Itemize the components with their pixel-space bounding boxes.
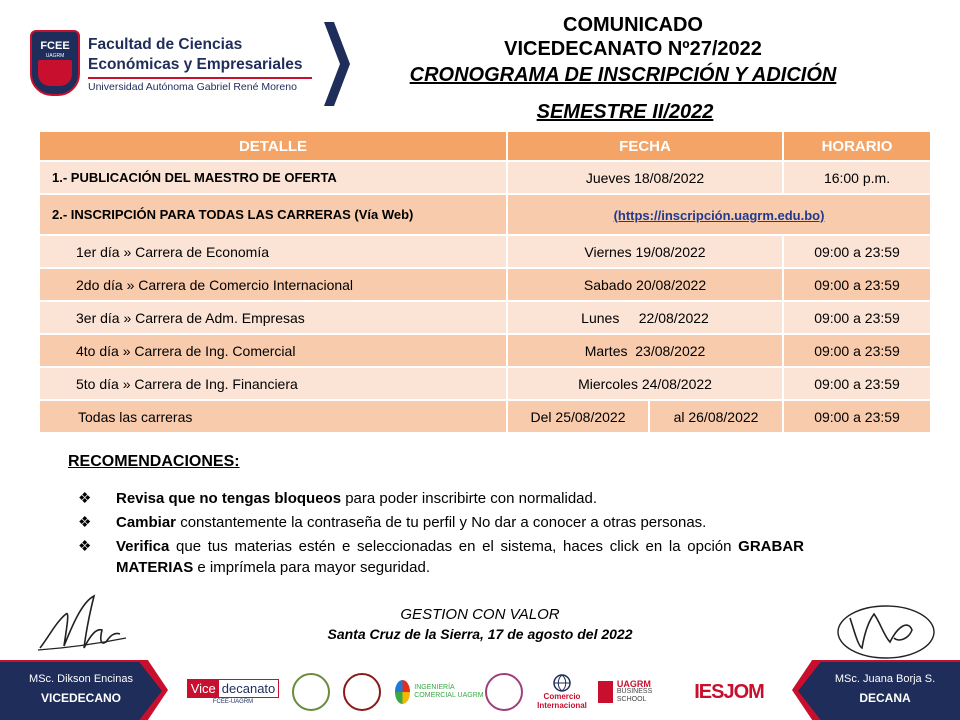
- logo-acronym-sub: UAGRM: [45, 53, 65, 59]
- recommendations-list: [78, 488, 804, 581]
- list-item: ❖ Cambiar constantemente la contraseña de tu perfil y No dar a conocer a otras personas.: [78, 514, 707, 531]
- signature-left: [36, 592, 136, 656]
- diamond-bullet-icon: ❖: [78, 490, 92, 507]
- logo-acronym: FCEE: [40, 40, 70, 52]
- row-date: Miercoles 24/08/2022: [507, 367, 783, 400]
- row-date: Jueves 18/08/2022: [507, 161, 783, 194]
- row-date: Martes 23/08/2022: [507, 334, 783, 367]
- decana-name: MSc. Juana Borja S.: [834, 673, 936, 685]
- circle-emblem-icon: [292, 673, 330, 711]
- emblem-logo-3: [482, 672, 526, 712]
- row-time: 09:00 a 23:59: [783, 268, 931, 301]
- table-header-row: [39, 131, 931, 161]
- ing-comercial-icon: [395, 680, 410, 704]
- emblem-logo-1: [290, 672, 332, 712]
- faculty-logo: [26, 28, 326, 108]
- row-date: Viernes 19/08/2022: [507, 235, 783, 268]
- iesjom-logo: IESJOM: [694, 681, 764, 703]
- title-vicedecanato: VICEDECANATO Nº27/2022: [504, 38, 762, 60]
- logo-line-3: Universidad Autónoma Gabriel René Moreno: [88, 81, 297, 93]
- table-row: [39, 301, 931, 334]
- circle-emblem-icon: [485, 673, 523, 711]
- title-cronograma: CRONOGRAMA DE INSCRIPCIÓN Y ADICIÓN: [409, 64, 837, 86]
- header-detalle: DETALLE: [39, 131, 507, 161]
- row-detail: 3er día » Carrera de Adm. Empresas: [39, 301, 507, 334]
- logo-line-2: Económicas y Empresariales: [88, 56, 303, 73]
- vicedecano-role: VICEDECANO: [40, 691, 121, 705]
- row-date: Sabado 20/08/2022: [507, 268, 783, 301]
- table-row: [39, 268, 931, 301]
- uagrm-mark-icon: [598, 681, 613, 703]
- list-item: ❖ Verifica que tus materias estén e seleccionadas en el sistema, haces click en la opción GRABAR MATERIAS e imprímela para mayor seguridad.: [78, 538, 804, 576]
- vicedecano-name: MSc. Dikson Encinas: [29, 673, 133, 685]
- header-fecha: FECHA: [507, 131, 783, 161]
- table-row: [39, 161, 931, 194]
- row-date-from: Del 25/08/2022: [507, 400, 649, 433]
- diamond-bullet-icon: ❖: [78, 514, 92, 531]
- header-horario: HORARIO: [783, 131, 931, 161]
- recommendations-title: RECOMENDACIONES:: [68, 453, 240, 470]
- signature-right: [828, 596, 938, 664]
- circle-emblem-icon: [343, 673, 381, 711]
- vicedecanato-logo: Vice decanato FCEE-UAGRM: [183, 672, 283, 712]
- table-row: [39, 334, 931, 367]
- uagrm-business-school-logo: UAGRM BUSINESS SCHOOL: [598, 672, 672, 712]
- list-item: ❖ Revisa que no tengas bloqueos para poder inscribirte con normalidad.: [78, 490, 598, 507]
- row-time: 16:00 p.m.: [783, 161, 931, 194]
- row-time: 09:00 a 23:59: [783, 235, 931, 268]
- row-time: 09:00 a 23:59: [783, 334, 931, 367]
- place-date: Santa Cruz de la Sierra, 17 de agosto del 2022: [327, 626, 633, 642]
- motto: GESTION CON VALOR: [400, 606, 560, 623]
- logo-divider: [88, 77, 312, 79]
- row-link-cell: [507, 194, 931, 235]
- table-row: [39, 194, 931, 235]
- ingenieria-comercial-logo: INGENIERÍA COMERCIAL UAGRM: [395, 672, 485, 712]
- table-row: [39, 235, 931, 268]
- row-date-to: al 26/08/2022: [649, 400, 783, 433]
- row-detail: 1.- PUBLICACIÓN DEL MAESTRO DE OFERTA: [39, 161, 507, 194]
- schedule-table: [38, 130, 932, 434]
- globe-icon: [551, 674, 573, 692]
- inscription-link[interactable]: (https://inscripción.uagrm.edu.bo): [613, 207, 825, 223]
- row-date: Lunes 22/08/2022: [507, 301, 783, 334]
- row-time: 09:00 a 23:59: [783, 400, 931, 433]
- row-detail: 1er día » Carrera de Economía: [39, 235, 507, 268]
- table-row: [39, 400, 931, 433]
- chevron-right-icon: [322, 22, 352, 106]
- row-detail: 2do día » Carrera de Comercio Internacional: [39, 268, 507, 301]
- shield-band: [38, 60, 72, 86]
- logo-line-1: Facultad de Ciencias: [88, 36, 243, 53]
- row-detail: 2.- INSCRIPCIÓN PARA TODAS LAS CARRERAS (Vía Web): [39, 194, 507, 235]
- shield-icon: [30, 30, 80, 96]
- decana-role: DECANA: [859, 691, 911, 705]
- comercio-internacional-logo: Comercio Internacional: [534, 672, 590, 712]
- row-time: 09:00 a 23:59: [783, 301, 931, 334]
- diamond-bullet-icon: ❖: [78, 538, 92, 555]
- row-time: 09:00 a 23:59: [783, 367, 931, 400]
- row-detail: 4to día » Carrera de Ing. Comercial: [39, 334, 507, 367]
- row-detail: 5to día » Carrera de Ing. Financiera: [39, 367, 507, 400]
- title-comunicado: COMUNICADO: [563, 14, 703, 36]
- table-row: [39, 367, 931, 400]
- title-semestre: SEMESTRE II/2022: [536, 101, 714, 123]
- row-detail: Todas las carreras: [39, 400, 507, 433]
- emblem-logo-2: [340, 672, 384, 712]
